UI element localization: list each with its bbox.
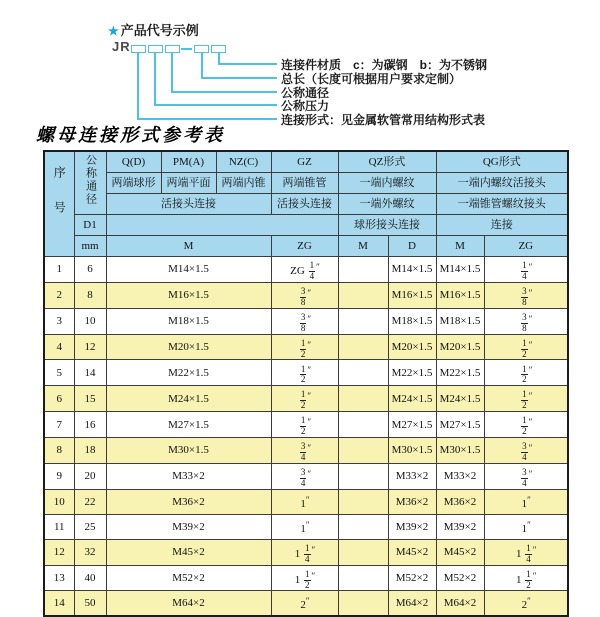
table-cell xyxy=(338,438,388,464)
table-cell: 32 xyxy=(74,539,106,565)
table-cell: M16×1.5 xyxy=(436,282,484,308)
table-cell xyxy=(271,334,338,360)
table-cell: 50 xyxy=(74,591,106,617)
table-cell: 10 xyxy=(44,489,74,514)
header-cell: M xyxy=(436,236,484,257)
table-cell: M45×2 xyxy=(388,539,436,565)
table-cell: 11 xyxy=(44,514,74,539)
header-cell: D xyxy=(388,236,436,257)
table-cell: M30×1.5 xyxy=(106,438,271,464)
inch-mark: ″ xyxy=(528,365,532,376)
table-cell: M14×1.5 xyxy=(388,257,436,283)
table-cell: 5 xyxy=(44,360,74,386)
table-cell xyxy=(338,308,388,334)
table-cell: 1 xyxy=(44,257,74,283)
connector-line xyxy=(137,52,139,118)
table-cell: M20×1.5 xyxy=(436,334,484,360)
table-cell: M14×1.5 xyxy=(436,257,484,283)
table-row xyxy=(44,565,568,591)
header-cell: 一端锥管螺纹接头 xyxy=(436,194,568,215)
section-title: 螺母连接形式参考表 xyxy=(36,125,225,145)
fraction: $\frac{1}{2}$ xyxy=(522,415,527,437)
table-cell: M22×1.5 xyxy=(388,360,436,386)
table-row xyxy=(44,257,568,283)
table-wrapper xyxy=(43,150,569,617)
header-cell: M xyxy=(338,236,388,257)
connector-line xyxy=(218,52,220,63)
table-cell: M39×2 xyxy=(106,514,271,539)
table-cell: M36×2 xyxy=(388,489,436,514)
inch-mark: ″ xyxy=(311,544,315,555)
table-cell: M18×1.5 xyxy=(388,308,436,334)
inch-mark: ″ xyxy=(307,443,311,454)
connector-line xyxy=(201,52,203,77)
header-cell: 活接头连接 xyxy=(271,194,338,215)
connector-line xyxy=(171,91,277,93)
header-cell: 两端锥管 xyxy=(271,173,338,194)
table-cell xyxy=(271,360,338,386)
table-cell xyxy=(271,386,338,412)
table-cell xyxy=(338,257,388,283)
table-cell xyxy=(484,257,568,283)
table-cell: 12 xyxy=(74,334,106,360)
header-nominal-label: 公称通径 xyxy=(84,153,97,206)
inch-mark: ″ xyxy=(305,596,309,607)
table-cell: 13 xyxy=(44,565,74,591)
nut-connection-reference-table xyxy=(43,150,569,617)
table-cell: M45×2 xyxy=(436,539,484,565)
fraction: $\frac{1}{4}$ xyxy=(526,542,531,564)
table-cell: M30×1.5 xyxy=(388,438,436,464)
inch-mark: ″ xyxy=(528,262,532,272)
inch-mark: ″ xyxy=(316,262,319,272)
table-header xyxy=(44,151,568,257)
product-code-heading xyxy=(108,20,199,39)
fraction: $\frac{1}{2}$ xyxy=(305,568,310,590)
table-cell: 7 xyxy=(44,412,74,438)
header-cell: GZ xyxy=(271,151,338,173)
fraction: $\frac{1}{2}$ xyxy=(522,337,527,359)
table-cell: 25 xyxy=(74,514,106,539)
fraction: $\frac{1}{2}$ xyxy=(522,389,527,411)
inch-mark: ″ xyxy=(528,313,532,324)
star-icon: ★ xyxy=(108,24,119,38)
fraction: $\frac{3}{4}$ xyxy=(522,441,527,462)
table-cell xyxy=(484,386,568,412)
table-cell: M64×2 xyxy=(106,591,271,617)
connector-line xyxy=(201,77,277,79)
table-cell: 1″ xyxy=(271,514,338,539)
code-box-3 xyxy=(165,45,180,53)
table-cell: 16 xyxy=(74,412,106,438)
fraction: $\frac{1}{2}$ xyxy=(300,389,306,411)
table-cell xyxy=(484,360,568,386)
table-cell: 8 xyxy=(44,438,74,464)
header-cell: 两端内锥 xyxy=(216,173,271,194)
product-code-heading-text: 产品代号示例 xyxy=(120,23,199,38)
header-cell: 两端平面 xyxy=(161,173,216,194)
header-cell: NZ(C) xyxy=(216,151,271,173)
header-cell: 一端外螺纹 xyxy=(338,194,436,215)
table-cell xyxy=(484,438,568,464)
table-cell: M64×2 xyxy=(436,591,484,617)
table-cell: M45×2 xyxy=(106,539,271,565)
table-cell: 1″ xyxy=(484,514,568,539)
fraction: $\frac{3}{8}$ xyxy=(300,285,306,307)
table-cell xyxy=(271,412,338,438)
table-cell: M33×2 xyxy=(388,463,436,489)
connector-line xyxy=(137,118,277,120)
header-cell: QZ形式 xyxy=(338,151,436,173)
table-row xyxy=(44,539,568,565)
inch-mark: ″ xyxy=(307,391,311,402)
table-cell: 6 xyxy=(74,257,106,283)
table-cell xyxy=(338,565,388,591)
inch-mark: ″ xyxy=(307,417,311,428)
table-cell: M64×2 xyxy=(388,591,436,617)
fraction: $\frac{1}{2}$ xyxy=(300,415,306,437)
table-cell xyxy=(484,334,568,360)
table-cell xyxy=(338,386,388,412)
table-cell xyxy=(338,489,388,514)
table-cell: M24×1.5 xyxy=(436,386,484,412)
inch-mark: ″ xyxy=(307,468,311,479)
header-cell: ZG xyxy=(271,236,338,257)
table-cell: M20×1.5 xyxy=(388,334,436,360)
table-cell: 22 xyxy=(74,489,106,514)
inch-mark: ″ xyxy=(311,570,315,581)
inch-mark: ″ xyxy=(307,365,311,376)
fraction: $\frac{3}{8}$ xyxy=(522,311,527,333)
fraction: $\frac{3}{8}$ xyxy=(300,311,306,333)
table-row xyxy=(44,463,568,489)
connector-line xyxy=(154,104,277,106)
inch-mark: ″ xyxy=(528,468,532,479)
inch-mark: ″ xyxy=(528,443,532,454)
table-cell: M39×2 xyxy=(436,514,484,539)
table-cell xyxy=(271,308,338,334)
table-row xyxy=(44,282,568,308)
diagram-label-length: 总长（长度可根据用户要求定制） xyxy=(281,72,462,86)
header-cell: M xyxy=(106,236,271,257)
table-cell xyxy=(338,539,388,565)
table-cell: M18×1.5 xyxy=(106,308,271,334)
table-cell xyxy=(338,463,388,489)
table-cell: M33×2 xyxy=(106,463,271,489)
header-cell: 一端内螺纹 xyxy=(338,173,436,194)
inch-mark: ″ xyxy=(307,339,311,350)
table-cell xyxy=(338,412,388,438)
fraction: $\frac{1}{4}$ xyxy=(309,260,315,281)
table-cell: 18 xyxy=(74,438,106,464)
fraction: $\frac{3}{4}$ xyxy=(300,466,306,488)
table-cell xyxy=(338,360,388,386)
table-row xyxy=(44,412,568,438)
table-cell: 3 xyxy=(44,308,74,334)
header-cell: Q(D) xyxy=(106,151,161,173)
table-cell: 1 $\frac{1}{2}$ ″ xyxy=(484,565,568,591)
diagram-label-pressure: 公称压力 xyxy=(281,99,330,113)
table-cell: M16×1.5 xyxy=(106,282,271,308)
inch-mark: ″ xyxy=(527,596,530,607)
inch-mark: ″ xyxy=(527,519,530,530)
table-cell xyxy=(484,412,568,438)
connector-line xyxy=(218,63,277,65)
connector-line xyxy=(154,52,156,104)
inch-mark: ″ xyxy=(305,494,309,505)
table-cell xyxy=(271,438,338,464)
table-cell: 1″ xyxy=(271,489,338,514)
header-cell-seq xyxy=(44,151,74,257)
table-cell xyxy=(338,282,388,308)
table-cell: M39×2 xyxy=(388,514,436,539)
table-cell: M52×2 xyxy=(436,565,484,591)
code-box-1 xyxy=(131,45,146,53)
inch-mark: ″ xyxy=(532,544,536,555)
table-cell: M24×1.5 xyxy=(388,386,436,412)
inch-mark: ″ xyxy=(528,417,532,428)
table-cell: M27×1.5 xyxy=(388,412,436,438)
diagram-label-connection: 连接形式：见金属软管常用结构形式表 xyxy=(281,113,486,127)
code-dash xyxy=(181,48,192,50)
fraction: $\frac{3}{4}$ xyxy=(300,441,306,462)
table-cell xyxy=(484,308,568,334)
inch-mark: ″ xyxy=(532,570,536,581)
table-cell: 1 $\frac{1}{4}$ ″ xyxy=(484,539,568,565)
table-cell: 40 xyxy=(74,565,106,591)
header-cell: ZG xyxy=(484,236,568,257)
table-row xyxy=(44,438,568,464)
table-cell xyxy=(338,334,388,360)
table-cell: 15 xyxy=(74,386,106,412)
code-box-2 xyxy=(148,45,163,53)
table-cell: 20 xyxy=(74,463,106,489)
table-cell: M22×1.5 xyxy=(106,360,271,386)
inch-mark: ″ xyxy=(528,339,532,350)
inch-mark: ″ xyxy=(307,287,311,298)
header-cell: D1 xyxy=(74,215,106,236)
table-cell: 2″ xyxy=(271,591,338,617)
header-cell: QG形式 xyxy=(436,151,568,173)
table-cell: 1″ xyxy=(484,489,568,514)
table-cell: 14 xyxy=(44,591,74,617)
table-cell: 4 xyxy=(44,334,74,360)
table-cell: M20×1.5 xyxy=(106,334,271,360)
inch-mark: ″ xyxy=(307,313,311,324)
table-cell: M24×1.5 xyxy=(106,386,271,412)
header-cell: 连接 xyxy=(436,215,568,236)
header-cell: 两端球形 xyxy=(106,173,161,194)
header-cell-nominal xyxy=(74,151,106,215)
inch-mark: ″ xyxy=(527,494,530,505)
product-code-prefix: JR xyxy=(112,39,131,54)
fraction: $\frac{1}{2}$ xyxy=(522,363,527,385)
fraction: $\frac{1}{2}$ xyxy=(300,363,306,385)
fraction: $\frac{1}{2}$ xyxy=(526,568,531,590)
table-cell: M52×2 xyxy=(106,565,271,591)
table-row xyxy=(44,386,568,412)
table-cell: M36×2 xyxy=(106,489,271,514)
header-cell: 球形接头连接 xyxy=(338,215,436,236)
table-cell: 1 $\frac{1}{4}$ ″ xyxy=(271,539,338,565)
diagram-label-material: 连接件材质 c：为碳钢 b：为不锈钢 xyxy=(281,58,488,72)
fraction: $\frac{1}{4}$ xyxy=(522,260,527,281)
table-cell: M14×1.5 xyxy=(106,257,271,283)
connector-line xyxy=(171,52,173,91)
table-cell: 14 xyxy=(74,360,106,386)
table-cell: M27×1.5 xyxy=(106,412,271,438)
table-body xyxy=(44,257,568,617)
header-cell: 活接头连接 xyxy=(106,194,271,215)
table-cell: M33×2 xyxy=(436,463,484,489)
header-seq-label: 序号 xyxy=(52,165,67,236)
table-cell: M27×1.5 xyxy=(436,412,484,438)
header-cell: PM(A) xyxy=(161,151,216,173)
table-cell xyxy=(338,591,388,617)
table-cell xyxy=(484,282,568,308)
table-cell xyxy=(338,514,388,539)
table-cell: 2 xyxy=(44,282,74,308)
table-cell: M30×1.5 xyxy=(436,438,484,464)
table-row xyxy=(44,591,568,617)
diagram-label-diameter: 公称通径 xyxy=(281,86,330,100)
table-row xyxy=(44,514,568,539)
fraction: $\frac{1}{2}$ xyxy=(300,337,306,359)
table-row xyxy=(44,334,568,360)
table-row xyxy=(44,360,568,386)
table-cell: 8 xyxy=(74,282,106,308)
table-cell: 12 xyxy=(44,539,74,565)
table-cell: M52×2 xyxy=(388,565,436,591)
table-cell: ZG $\frac{1}{4}$ ″ xyxy=(271,257,338,283)
header-cell xyxy=(106,215,338,236)
table-cell: 10 xyxy=(74,308,106,334)
table-row xyxy=(44,308,568,334)
table-cell: M16×1.5 xyxy=(388,282,436,308)
inch-mark: ″ xyxy=(528,287,532,298)
header-cell: mm xyxy=(74,236,106,257)
table-cell: M36×2 xyxy=(436,489,484,514)
table-cell xyxy=(271,463,338,489)
fraction: $\frac{3}{4}$ xyxy=(522,466,527,488)
fraction: $\frac{3}{8}$ xyxy=(522,285,527,307)
table-cell: 9 xyxy=(44,463,74,489)
table-cell: 2″ xyxy=(484,591,568,617)
table-cell xyxy=(271,282,338,308)
table-cell: M18×1.5 xyxy=(436,308,484,334)
fraction: $\frac{1}{4}$ xyxy=(305,542,310,564)
inch-mark: ″ xyxy=(305,519,309,530)
table-cell xyxy=(484,463,568,489)
table-cell: M22×1.5 xyxy=(436,360,484,386)
table-cell: 1 $\frac{1}{2}$ ″ xyxy=(271,565,338,591)
table-row xyxy=(44,489,568,514)
table-cell: 6 xyxy=(44,386,74,412)
header-cell: 一端内螺纹活接头 xyxy=(436,173,568,194)
inch-mark: ″ xyxy=(528,391,532,402)
